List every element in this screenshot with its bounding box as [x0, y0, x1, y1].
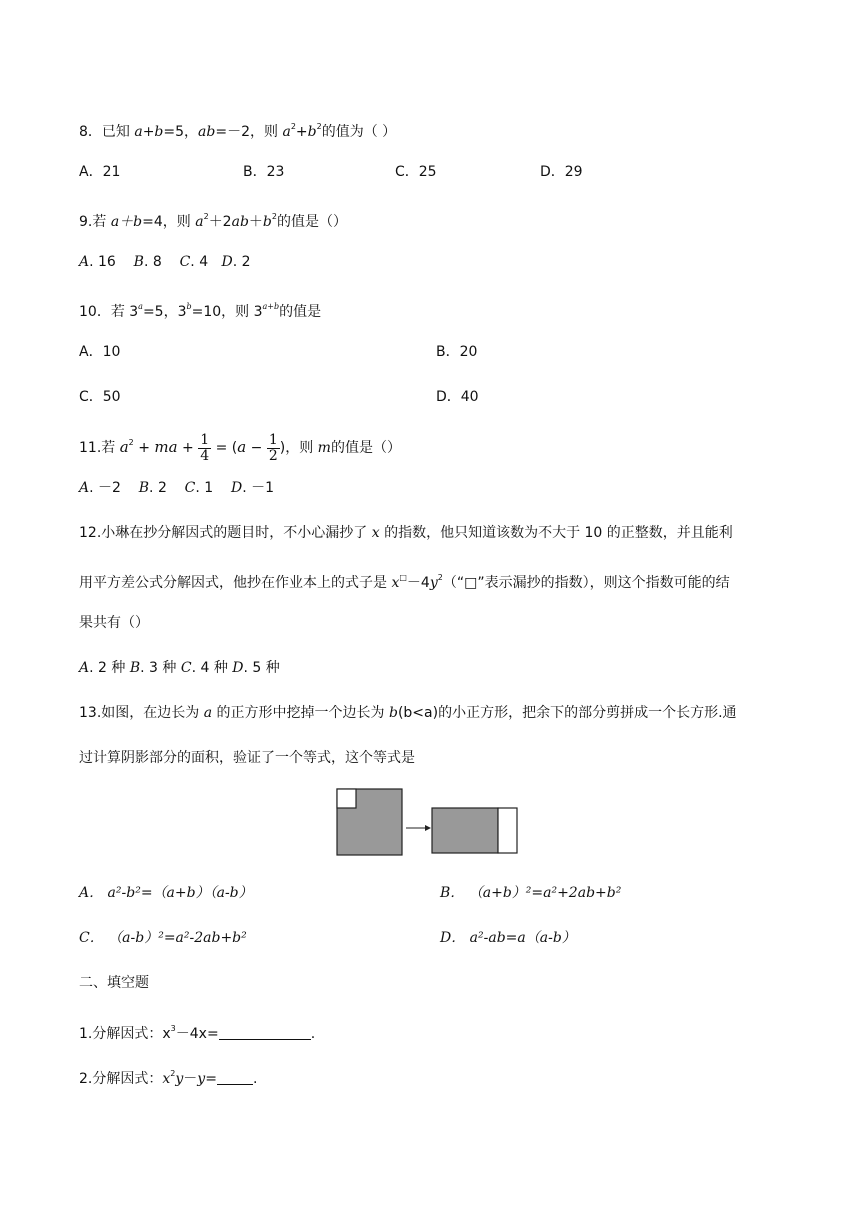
q12-option-d-text: . 5 种	[243, 660, 280, 676]
f1-end: .	[310, 1026, 316, 1042]
q9-eq4: =4，则	[142, 214, 196, 230]
q13-option-c: C． （a-b）²=a²-2ab+b²	[79, 930, 247, 946]
q10-option-d: D．40	[436, 389, 479, 405]
q8-cond-sum: a+b	[134, 124, 164, 140]
q8-number: 8．已知	[79, 124, 135, 140]
q9-a: a	[110, 214, 120, 230]
q13-line1-pre: 13.如图，在边长为	[79, 705, 204, 721]
q10-mid2: =10，则 3	[191, 304, 263, 320]
q12-x: x	[371, 525, 380, 541]
f2-answer-blank[interactable]	[217, 1070, 253, 1085]
q12-options	[79, 658, 280, 678]
q8-sq-b: 2	[316, 122, 322, 131]
q12-y: y	[429, 575, 438, 591]
q11-fraction-half	[267, 433, 280, 464]
question-12-line3: 果共有（）	[79, 615, 149, 631]
q11-fraction-quarter	[198, 433, 211, 464]
q9-expr-a: a	[195, 214, 204, 230]
q12-line2-pre: 用平方差公式分解因式，他抄在作业本上的式子是	[79, 575, 392, 591]
q13-option-d: D． a²-ab=a（a-b）	[440, 930, 576, 946]
q12-option-c-text: . 4 种	[191, 660, 233, 676]
q9-b: b	[262, 214, 272, 230]
q11-option-d-text: . －1	[242, 480, 275, 496]
q9-plus-b: ＋b	[119, 214, 143, 230]
q11-option-a-text: . －2	[89, 480, 121, 496]
q11-tail: 的值是（）	[330, 440, 401, 456]
q13-figure	[330, 785, 530, 860]
q8-plus: +	[295, 124, 308, 140]
q8-expr-a: a	[282, 124, 291, 140]
q9-ab: ab	[231, 214, 249, 230]
q11-plus-m: +	[133, 440, 155, 456]
f1-pre: 1.分解因式：x	[79, 1026, 171, 1042]
f2-y: y	[175, 1071, 184, 1087]
q8-eq5: =5，	[163, 124, 199, 140]
f2-end: .	[252, 1071, 258, 1087]
q9-option-d-text: . 2	[232, 254, 251, 270]
q13-paren: (b<a)	[397, 705, 439, 721]
q11-plus: +	[177, 440, 199, 456]
q13-a: a	[203, 705, 213, 721]
q11-ma: ma	[154, 438, 178, 456]
q11-lhs-a: a	[119, 438, 129, 456]
q9-tail: 的值是（）	[276, 214, 347, 230]
q11-mid: ，则	[285, 440, 318, 456]
q8-sq-a: 2	[290, 122, 296, 131]
q11-option-c-text: . 1	[195, 480, 214, 496]
q9-option-d-letter: D	[221, 254, 233, 270]
q11-option-b-text: . 2	[149, 480, 167, 496]
q9-option-b-letter: B	[133, 254, 144, 270]
question-9-stem	[79, 207, 347, 232]
arrow-head-icon	[425, 825, 431, 831]
f2-pre: 2.分解因式：	[79, 1071, 163, 1087]
q11-frac2-den: 2	[268, 447, 278, 464]
q11-option-c-letter: C	[184, 480, 196, 496]
q9-option-c-letter: C	[179, 254, 191, 270]
q9-option-a-text: . 16	[89, 254, 116, 270]
q9-option-b-text: . 8	[143, 254, 162, 270]
q10-option-a: A．10	[79, 344, 121, 360]
q9-number: 9.若	[79, 214, 111, 230]
f1-answer-blank[interactable]	[219, 1025, 311, 1040]
question-12-line2	[79, 568, 730, 593]
q8-tail: 的值为（ ）	[321, 124, 397, 140]
q10-exp-a: a	[138, 302, 143, 311]
rectangle-shaded	[432, 808, 498, 853]
q12-option-d-letter: D	[232, 660, 244, 676]
q10-exp-b: b	[186, 302, 192, 311]
q12-option-b-letter: B	[129, 660, 141, 676]
f2-y2: y	[197, 1071, 206, 1087]
q12-sq: 2	[437, 573, 443, 582]
small-square-removed	[337, 789, 356, 808]
q11-minus: −	[246, 440, 267, 456]
q11-prefix: 11.若	[79, 440, 120, 456]
q12-option-b-text: . 3 种	[140, 660, 181, 676]
q13-b: b	[388, 705, 398, 721]
rectangle-strip	[498, 808, 517, 853]
q9-option-a-letter: A	[79, 254, 90, 270]
q8-cond-product: ab	[198, 124, 216, 140]
f2-minus: －	[183, 1071, 198, 1087]
q11-m: m	[317, 440, 331, 456]
q11-option-d-letter: D	[231, 480, 243, 496]
q11-rhs-a: a	[237, 438, 247, 456]
q9-sq-b: 2	[271, 212, 277, 221]
q9-options	[79, 252, 251, 272]
q12-x2: x	[391, 575, 400, 591]
q10-tail: 的值是	[279, 304, 322, 320]
fill-question-2	[79, 1064, 257, 1089]
q8-eq-neg2: =－2，则	[215, 124, 283, 140]
question-13-line1	[79, 703, 737, 723]
q11-options	[79, 478, 274, 498]
q11-sq: 2	[128, 438, 134, 447]
q10-exp-ab: a+b	[262, 302, 280, 311]
q8-option-a: A．21	[79, 164, 121, 180]
q13-line1-mid: 的正方形中挖掉一个边长为	[212, 705, 389, 721]
question-8-stem	[79, 117, 396, 142]
q10-mid1: =5，3	[142, 304, 187, 320]
f2-x: x	[162, 1071, 171, 1087]
q8-option-b: B．23	[243, 164, 285, 180]
q12-box: □	[399, 573, 407, 582]
q8-option-d: D．29	[540, 164, 583, 180]
q11-frac2-num: 1	[268, 431, 278, 448]
f1-exp: 3	[170, 1024, 176, 1033]
q12-option-a-text: . 2 种	[89, 660, 130, 676]
question-10-stem	[79, 297, 321, 322]
q11-frac-num: 1	[200, 431, 210, 448]
section-2-title: 二、填空题	[79, 975, 149, 991]
q10-option-c: C．50	[79, 389, 121, 405]
f2-exp: 2	[170, 1069, 176, 1078]
fill-question-1	[79, 1019, 315, 1044]
q12-line1-post: 的指数，他只知道该数为不大于 10 的正整数，并且能利	[379, 525, 733, 541]
f2-eq: =	[205, 1071, 217, 1087]
q9-option-c-text: . 4	[190, 254, 209, 270]
q9-plus: ＋	[248, 214, 263, 230]
q11-eq: = (	[211, 440, 238, 456]
question-11-stem	[79, 425, 401, 466]
q12-option-c-letter: C	[180, 660, 192, 676]
q12-option-a-letter: A	[79, 660, 90, 676]
question-12-line1	[79, 523, 733, 543]
q13-option-b: B． （a+b）²=a²+2ab+b²	[440, 885, 622, 901]
q9-sq-a: 2	[203, 212, 209, 221]
question-13-line2: 过计算阴影部分的面积，验证了一个等式，这个等式是	[79, 750, 415, 766]
q11-option-a-letter: A	[79, 480, 90, 496]
q9-plus2: ＋2	[208, 214, 232, 230]
q10-prefix: 10．若 3	[79, 304, 139, 320]
q13-line1-post: 的小正方形，把余下的部分剪拼成一个长方形.通	[438, 705, 737, 721]
q11-close: )	[279, 440, 286, 456]
q12-line2-post: （“□”表示漏抄的指数），则这个指数可能的结	[442, 575, 730, 591]
q11-option-b-letter: B	[138, 480, 150, 496]
q8-expr-b: b	[307, 124, 317, 140]
q8-option-c: C．25	[395, 164, 437, 180]
q12-minus4: －4	[406, 575, 430, 591]
q13-option-a: A． a²-b²=（a+b）（a-b）	[79, 885, 253, 901]
q12-line1-pre: 12.小琳在抄分解因式的题目时，不小心漏抄了	[79, 525, 372, 541]
q11-frac-den: 4	[200, 447, 210, 464]
q10-option-b: B．20	[436, 344, 478, 360]
f1-post: －4x=	[175, 1026, 219, 1042]
